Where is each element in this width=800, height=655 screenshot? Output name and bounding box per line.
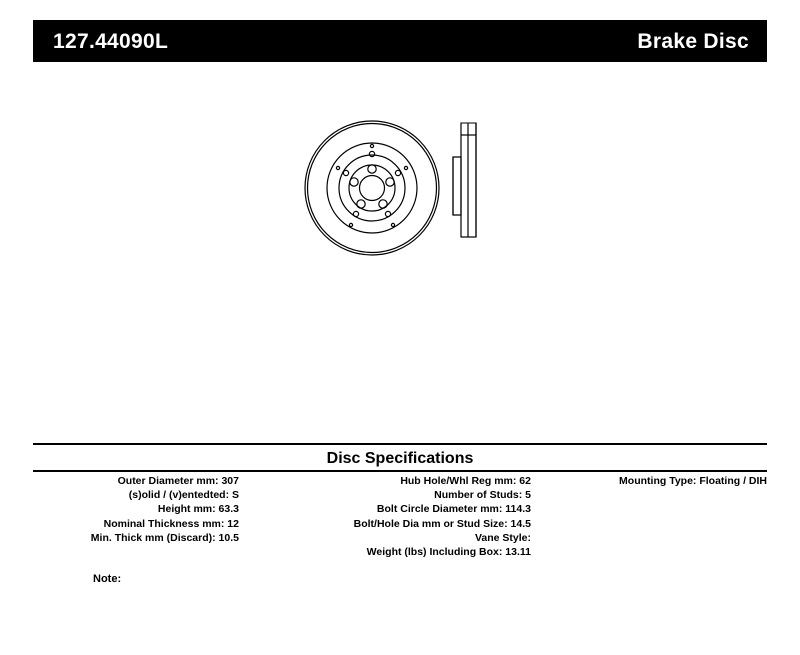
spec-line: Height mm: 63.3 — [157, 503, 239, 516]
spec-line: Mounting Type: Floating / DIH — [619, 475, 767, 487]
spec-line: Number of Studs: 5 — [434, 489, 531, 502]
spec-line: Weight (lbs) Including Box: 13.11 — [366, 546, 531, 559]
spec-line: Nominal Thickness mm: 12 — [103, 517, 239, 530]
spec-line: Outer Diameter mm: 307 — [117, 475, 239, 487]
spec-divider-bottom — [33, 470, 767, 472]
spec-line: Vane Style: — [474, 531, 531, 544]
spec-divider-top — [33, 443, 767, 445]
spec-title: Disc Specifications — [326, 450, 474, 467]
part-number: 127.44090L — [53, 29, 169, 53]
spec-line: Hub Hole/Whl Reg mm: 62 — [400, 475, 531, 487]
product-type: Brake Disc — [637, 29, 749, 53]
spec-line: Bolt/Hole Dia mm or Stud Size: 14.5 — [353, 517, 531, 530]
spec-line: Bolt Circle Diameter mm: 114.3 — [376, 503, 531, 516]
spec-line: Min. Thick mm (Discard): 10.5 — [90, 531, 239, 544]
note-label: Note: — [93, 573, 122, 585]
spec-column-right — [537, 474, 767, 488]
brake-disc-illustration — [290, 95, 520, 295]
header-bar — [33, 20, 767, 62]
spec-columns — [33, 474, 767, 559]
spec-line: (s)olid / (v)entedted: S — [128, 489, 239, 502]
spec-column-middle — [247, 474, 537, 559]
spec-column-left — [33, 474, 247, 545]
